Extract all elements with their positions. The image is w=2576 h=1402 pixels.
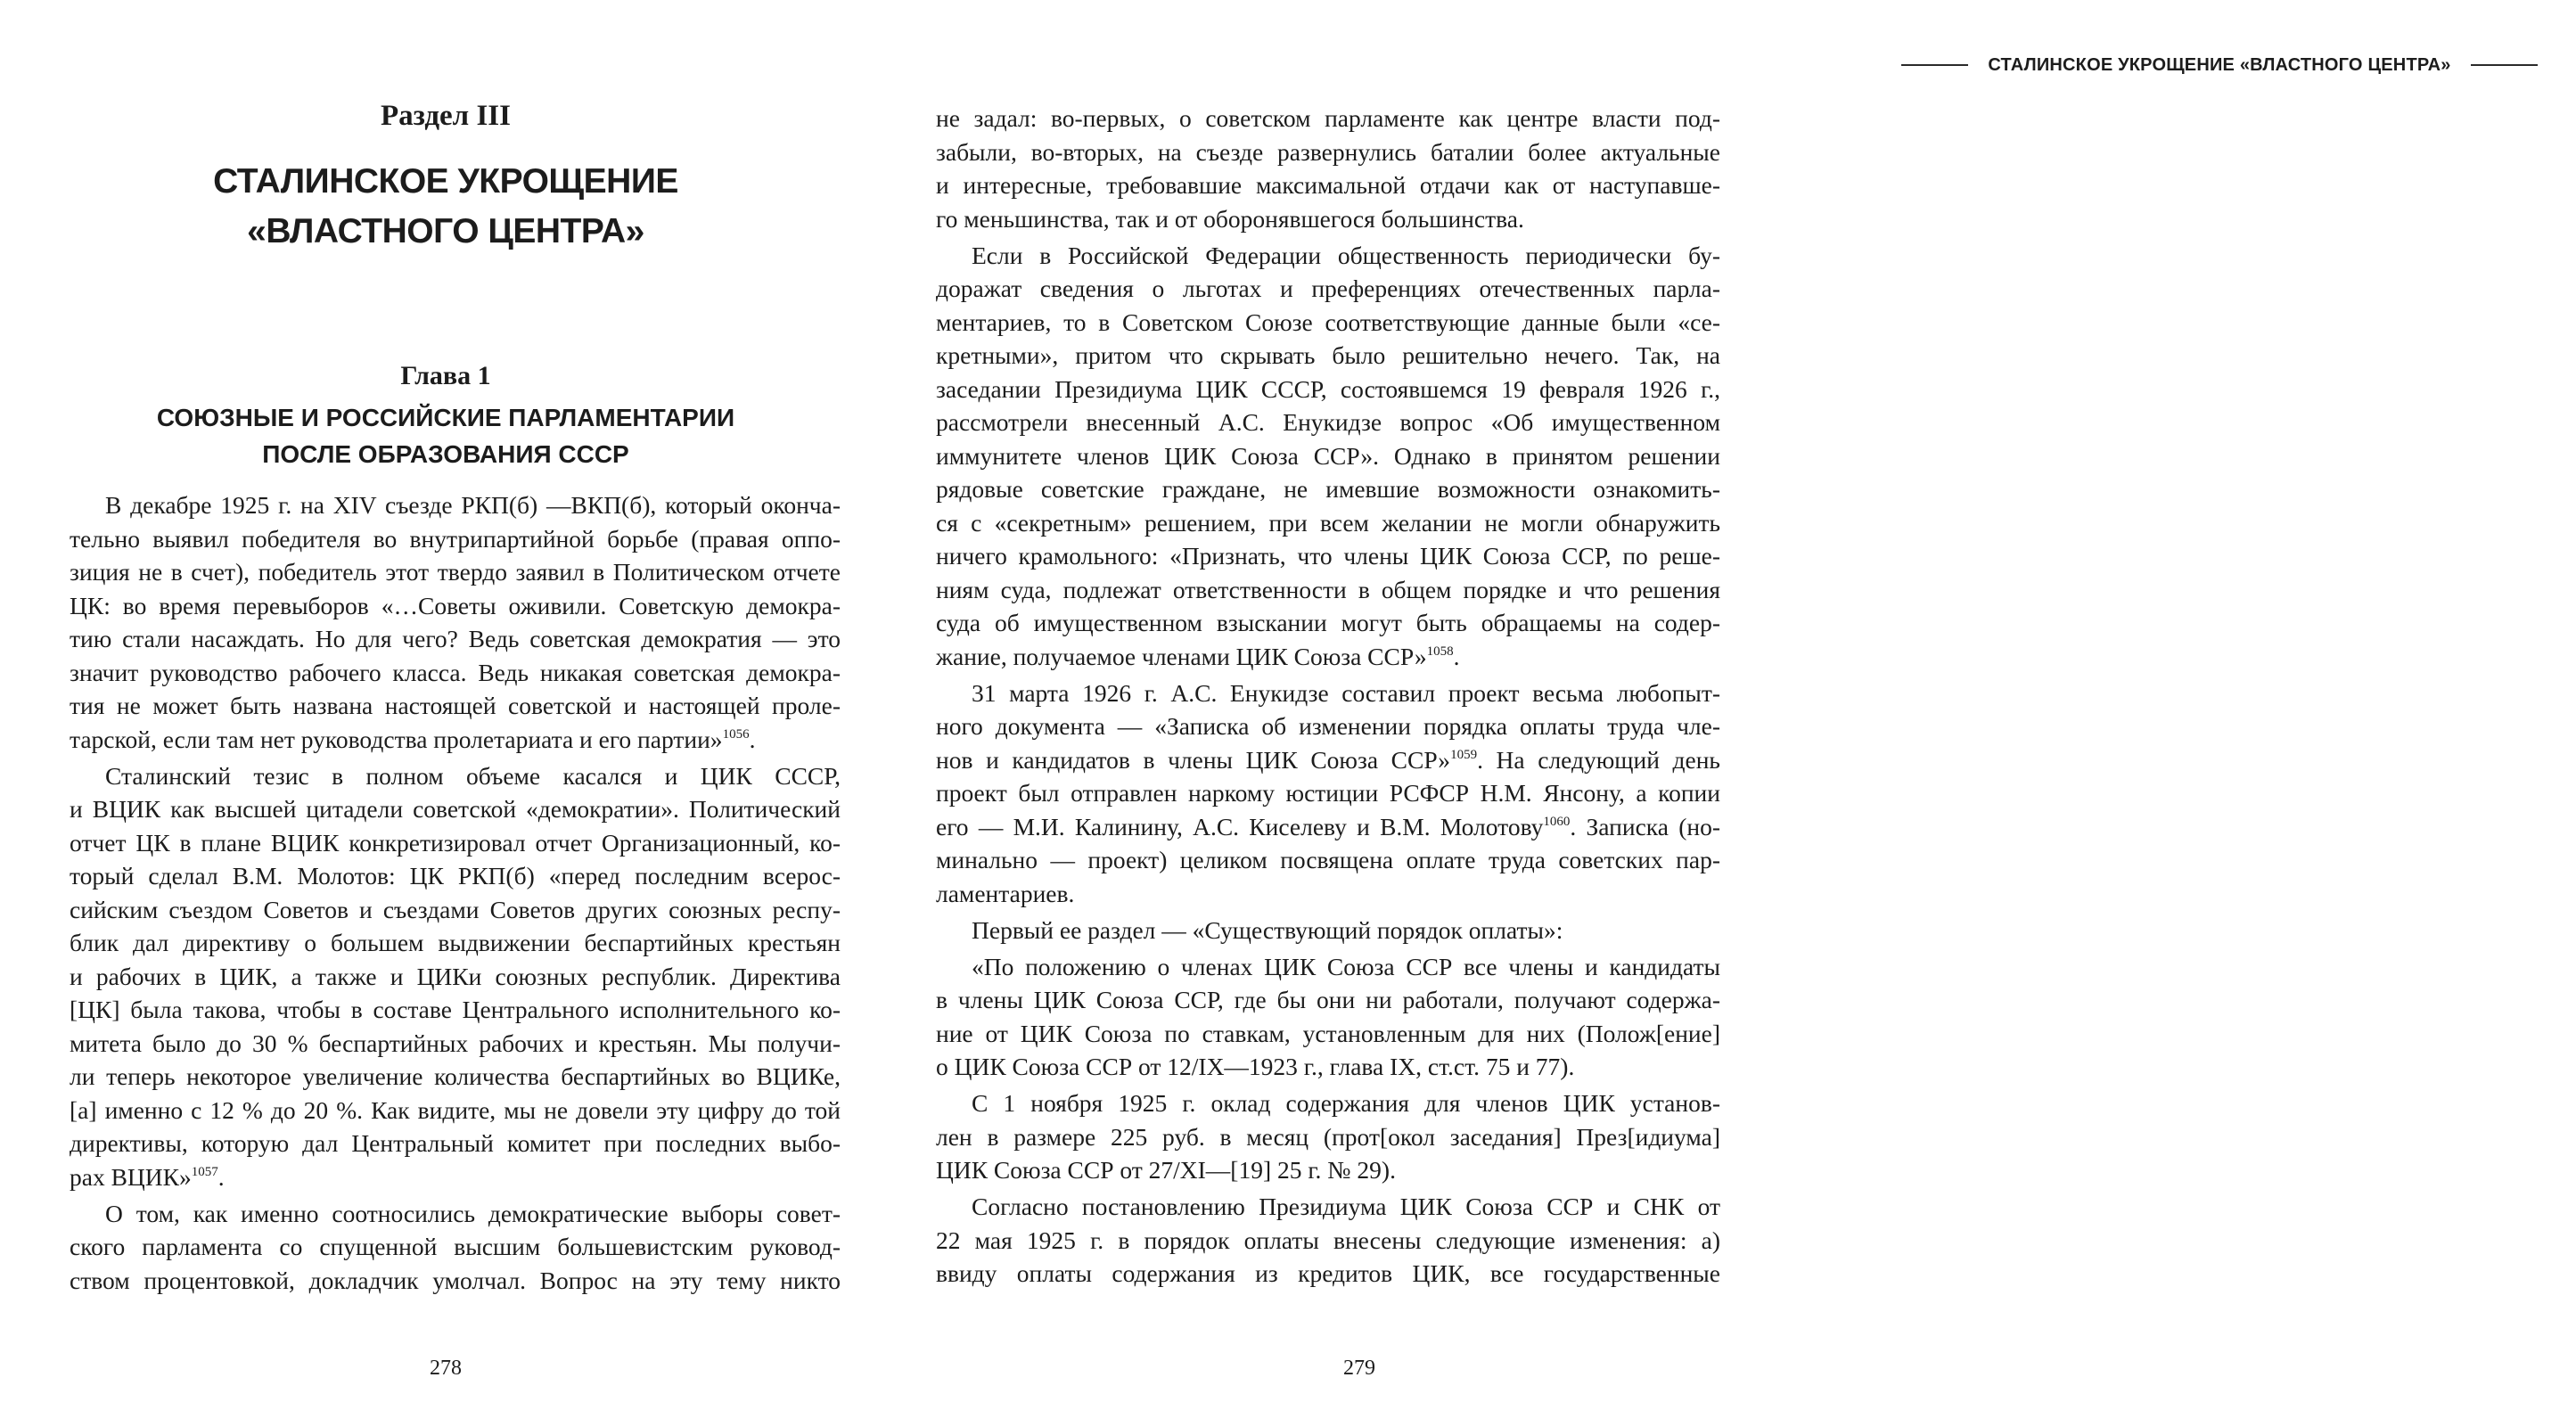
text-line: 31 марта 1926 г. А.С. Енукидзе составил проект весьма любопыт- xyxy=(972,678,1720,707)
running-head-rule xyxy=(1901,64,1968,66)
text-line xyxy=(936,810,1720,844)
text-line: лен в размере 225 руб. в месяц (прот[окол заседания] През[идиума] xyxy=(936,1122,1720,1151)
text-line xyxy=(936,743,1720,777)
text-line: тия не может быть названа настоящей советской и настоящей проле- xyxy=(70,692,841,719)
text-line: забыли, во-вторых, на съезде развернулись баталии более актуальные xyxy=(936,137,1720,166)
running-head-text: СТАЛИНСКОЕ УКРОЩЕНИЕ «ВЛАСТНОГО ЦЕНТРА» xyxy=(1988,54,2451,75)
chapter-title xyxy=(0,399,891,472)
text-span: его — М.И. Калинину, А.С. Киселеву и В.М. Молотову xyxy=(936,812,1544,840)
footnote-ref[interactable]: 1060 xyxy=(1543,814,1571,829)
text-line: [а] именно с 12 % до 20 %. Как видите, мы не довели эту цифру до той xyxy=(70,1095,841,1124)
text-line: зиция не в счет), победитель этот твердо заявил в Политическом отчете xyxy=(70,558,841,586)
text-line: сийским съездом Советов и съездами Советов других союзных респу- xyxy=(70,895,841,923)
chapter-title-line: ПОСЛЕ ОБРАЗОВАНИЯ СССР xyxy=(262,440,629,468)
text-line: С 1 ноября 1925 г. оклад содержания для членов ЦИК установ- xyxy=(972,1089,1720,1117)
paragraph xyxy=(936,102,1720,235)
text-line: ламентариев. xyxy=(936,879,1075,907)
text-line: рядовые советские граждане, не имевшие возможности ознакомить- xyxy=(936,475,1720,503)
running-head xyxy=(1863,52,2576,78)
text-line: значит руководство рабочего класса. Ведь никакая советская демокра- xyxy=(70,658,841,686)
text-line: тельно выявил победителя во внутрипартийной борьбе (правая оппо- xyxy=(70,524,841,553)
running-head-rule xyxy=(2471,64,2538,66)
text-line: митета было до 30 % беспартийных рабочих и крестьян. Мы получи- xyxy=(70,1029,841,1057)
text-line: ного документа — «Записка об изменении порядка оплаты труда чле- xyxy=(936,712,1720,740)
page-number: 279 xyxy=(1343,1357,1375,1380)
paragraph xyxy=(936,1086,1720,1187)
text-span: . На следующий день xyxy=(1477,745,1720,774)
paragraph xyxy=(70,759,841,1194)
text-line: Первый ее раздел — «Существующий порядок оплаты»: xyxy=(972,915,1563,944)
text-line: ли теперь некоторое увеличение количества беспартийных во ВЦИКе, xyxy=(70,1062,841,1090)
text-line: Если в Российской Федерации общественность периодически бу- xyxy=(972,241,1720,269)
text-line: суда об имущественном взыскании могут быть обращаемы на содер- xyxy=(936,609,1720,636)
text-line: рах ВЦИК»$^{1057}$. xyxy=(70,1162,225,1191)
text-span: рах ВЦИК» xyxy=(70,1162,192,1191)
text-line: тию стали насаждать. Но для чего? Ведь советская демократия — это xyxy=(70,625,841,652)
text-line: ниям суда, подлежат ответственности в общем порядке и что решения xyxy=(936,575,1720,603)
text-span: нов и кандидатов в члены ЦИК Союза ССР» xyxy=(936,745,1451,774)
text-line: рассмотрели внесенный А.С. Енукидзе вопрос «Об имущественном xyxy=(936,408,1720,436)
text-line: го меньшинства, так и от оборонявшегося большинства. xyxy=(936,204,1524,233)
footnote-ref[interactable]: 1056 xyxy=(722,726,750,742)
text-line: иммунитете членов ЦИК Союза ССР». Однако в принятом решении xyxy=(936,441,1720,470)
text-line: торый сделал В.М. Молотов: ЦК РКП(б) «перед последним всерос- xyxy=(70,862,841,890)
text-line: Сталинский тезис в полном объеме касался и ЦИК СССР, xyxy=(105,761,841,790)
text-line: в члены ЦИК Союза ССР, где бы они ни работали, получают содержа- xyxy=(936,986,1720,1013)
text-line: В декабре 1925 г. на XIV съезде РКП(б) —ВКП(б), который оконча- xyxy=(105,491,841,519)
text-line: не задал: во-первых, о советском парламенте как центре власти под- xyxy=(936,104,1720,132)
paragraph xyxy=(936,239,1720,674)
text-line: ЦК: во время перевыборов «…Советы оживили. Советскую демокра- xyxy=(70,591,841,619)
paragraph xyxy=(936,950,1720,1084)
text-line: ние от ЦИК Союза по ставкам, установленным для них (Полож[ение] xyxy=(936,1019,1720,1047)
text-line: заседании Президиума ЦИК СССР, состоявшемся 19 февраля 1926 г., xyxy=(936,374,1720,403)
text-line: тарской, если там нет руководства пролетариата и его партии»$^{1056}$. xyxy=(70,725,756,753)
text-line: и интересные, требовавшие максимальной отдачи как от наступавше- xyxy=(936,171,1720,199)
text-line: Согласно постановлению Президиума ЦИК Союза ССР и СНК от xyxy=(972,1193,1720,1220)
page-number: 278 xyxy=(430,1357,462,1380)
paragraph xyxy=(936,1190,1720,1291)
chapter-title-line: СОЮЗНЫЕ И РОССИЙСКИЕ ПАРЛАМЕНТАРИИ xyxy=(156,404,735,431)
paragraph xyxy=(936,914,1720,947)
right-body-text xyxy=(936,102,1720,1293)
text-line: кретными», притом что скрывать было решительно нечего. Так, на xyxy=(936,341,1720,369)
text-line: «По положению о членах ЦИК Союза ССР все члены и кандидаты xyxy=(972,952,1720,980)
paragraph xyxy=(70,1197,841,1298)
text-line: ся с «секретным» решением, при всем желании не могли обнаружить xyxy=(936,508,1720,537)
text-line: 22 мая 1925 г. в порядок оплаты внесены следующие изменения: а) xyxy=(936,1226,1720,1254)
text-line: проект был отправлен наркому юстиции РСФСР Н.М. Янсону, а копии xyxy=(936,779,1720,807)
text-line: ничего крамольного: «Признать, что члены ЦИК Союза ССР, по реше- xyxy=(936,542,1720,570)
text-line: ского парламента со спущенной высшим большевистским руковод- xyxy=(70,1233,841,1260)
text-line: директивы, которую дал Центральный комитет при последних выбо- xyxy=(70,1129,841,1157)
section-title xyxy=(0,157,891,257)
section-label: Раздел III xyxy=(381,100,511,132)
left-body-text xyxy=(70,488,841,1300)
text-line: отчет ЦК в плане ВЦИК конкретизировал отчет Организационный, ко- xyxy=(70,828,841,857)
text-line: жание, получаемое членами ЦИК Союза ССР»$^{1058}$. xyxy=(936,642,1460,670)
text-line: и ВЦИК как высшей цитадели советской «демократии». Политический xyxy=(70,795,841,823)
text-line: ЦИК Союза ССР от 27/XI—[19] 25 г. № 29). xyxy=(936,1156,1396,1184)
text-line: доражат сведения о льготах и преференциях отечественных парла- xyxy=(936,275,1720,302)
footnote-ref[interactable]: 1059 xyxy=(1450,747,1478,762)
text-line: О том, как именно соотносились демократические выборы совет- xyxy=(105,1199,841,1227)
text-line: о ЦИК Союза ССР от 12/IX—1923 г., глава IX, ст.ст. 75 и 77). xyxy=(936,1053,1575,1080)
text-line: ввиду оплаты содержания из кредитов ЦИК, все государственные xyxy=(936,1259,1720,1287)
text-line: ством процентовкой, докладчик умолчал. Вопрос на эту тему никто xyxy=(70,1266,841,1294)
chapter-label: Глава 1 xyxy=(400,361,491,390)
text-span: . Записка (но- xyxy=(1570,812,1720,840)
text-line: [ЦК] была такова, чтобы в составе Центрального исполнительного ко- xyxy=(70,996,841,1023)
footnote-ref[interactable]: 1057 xyxy=(191,1164,218,1179)
text-span: тарской, если там нет руководства пролетариата и его партии» xyxy=(70,725,723,753)
text-line: ментариев, то в Советском Союзе соответствующие данные были «се- xyxy=(936,307,1720,336)
text-line: блик дал директиву о большем выдвижении беспартийных крестьян xyxy=(70,929,841,956)
paragraph xyxy=(70,488,841,756)
section-title-line: «ВЛАСТНОГО ЦЕНТРА» xyxy=(247,212,644,250)
section-title-line: СТАЛИНСКОЕ УКРОЩЕНИЕ xyxy=(213,162,678,201)
paragraph xyxy=(936,676,1720,911)
text-span: жание, получаемое членами ЦИК Союза ССР» xyxy=(936,642,1427,670)
footnote-ref[interactable]: 1058 xyxy=(1426,644,1454,659)
text-line: и рабочих в ЦИК, а также и ЦИКи союзных республик. Директива xyxy=(70,962,841,990)
text-line: минально — проект) целиком посвящена оплате труда советских пар- xyxy=(936,846,1720,873)
left-page xyxy=(0,0,891,1402)
